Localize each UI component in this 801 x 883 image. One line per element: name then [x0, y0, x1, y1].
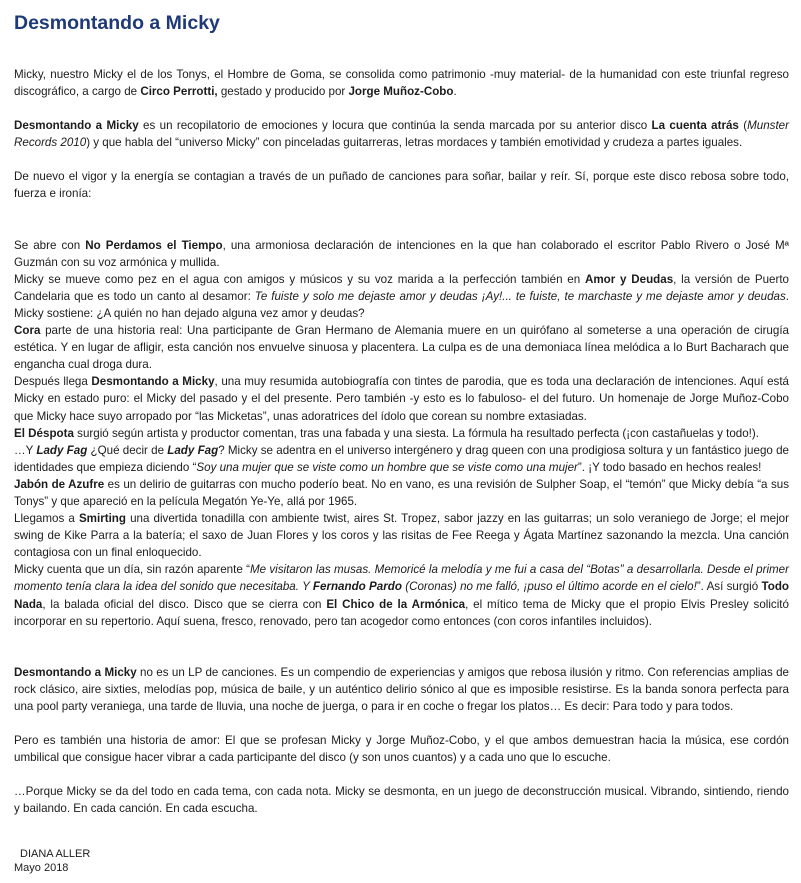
intro-paragraph: Micky, nuestro Micky el de los Tonys, el Hombre de Goma, se consolida como patrimonio -muy material- de la humanidad con este triunfal regreso discográfico, a cargo de Circo Perrotti, gestado y producido por Jorge Muñoz-Cobo. — [14, 68, 789, 99]
song-paragraph: Jabón de Azufre es un delirio de guitarras con mucho poderío beat. No en vano, es una revisión de Sulpher Soap, el “temón” que Micky debía “a sus Tonys” y que apareció en la película Megatón Ye-Ye, allá por 1965. — [14, 477, 789, 508]
song-paragraph: Cora parte de una historia real: Una participante de Gran Hermano de Alemania muere en un quirófano al someterse a una operación de cirugía estética. Y en lugar de afligir, esta canción nos envuelve sinuosa y placentera. La culpa es de una demoniaca línea melódica a lo Burt Bacharach que engancha cual droga dura. — [14, 324, 789, 372]
song-paragraph: Después llega Desmontando a Micky, una muy resumida autobiografía con tintes de parodia, que es toda una declaración de intenciones. Aquí está Micky en estado puro: el Micky del pasado y el del presente. Pero también -y esto es lo fabuloso- el del futuro. Un homenaje de Jorge Muñoz-Cobo que Micky hace suyo arropado por “las Micketas”, unas adoratrices del ídolo que corean su nombre extasiadas. — [14, 375, 789, 423]
song-paragraph: El Déspota surgió según artista y productor comentan, tras una fabada y una siesta. La fórmula ha resultado perfecta (¡con castañuelas y todo!). — [14, 426, 759, 440]
song-paragraph: Se abre con No Perdamos el Tiempo, una armoniosa declaración de intenciones en la que han colaborado el escritor Pablo Rivero o José Mª Guzmán con su voz armónica y mullida. — [14, 238, 789, 269]
song-paragraph: Micky cuenta que un día, sin razón aparente “Me visitaron las musas. Memoricé la melodía y me fui a casa del “Botas” a desarrollarla. Desde el primer momento tenía clara la idea del sonido que necesitaba. Y Fernando Pardo (Coronas) no me falló, ¡puso el último acorde en el cielo!”. Así surgió Todo Nada, la balada oficial del disco. Disco que se cierra con El Chico de la Armónica, el mítico tema de Micky que el propio Elvis Presley solicitó incorporar en su repertorio. Aquí suena, fresco, renovado, pero tan acogedor como entonces (con coros infantiles incluidos). — [14, 563, 789, 628]
document-title: Desmontando a Micky — [14, 12, 220, 34]
song-list — [14, 237, 789, 630]
energy-paragraph: De nuevo el vigor y la energía se contagian a través de un puñado de canciones para soñar, bailar y reír. Sí, porque este disco rebosa sobre todo, fuerza e ironía: — [14, 170, 789, 201]
love-story-paragraph: Pero es también una historia de amor: El que se profesan Micky y Jorge Muñoz-Cobo, y el que ambos demuestran hacia la música, ese cordón umbilical que consigue hacer vibrar a cada participante del disco (y son unos cuantos) y a cada uno que lo escuche. — [14, 734, 789, 765]
author-name: DIANA ALLER — [20, 848, 91, 861]
signature-date: Mayo 2018 — [14, 862, 69, 875]
closing-paragraph: …Porque Micky se da del todo en cada tema, con cada nota. Micky se desmonta, en un juego de deconstrucción musical. Vibrando, sintiendo, riendo y bailando. En cada canción. En cada escucha. — [14, 785, 789, 816]
song-paragraph: …Y Lady Fag ¿Qué decir de Lady Fag? Micky se adentra en el universo intergénero y drag queen con una prodigiosa soltura y un fantástico juego de identidades que empieza diciendo “Soy una mujer que se viste como un hombre que se viste como una mujer”. ¡Y todo basado en hechos reales! — [14, 443, 789, 474]
song-paragraph: Llegamos a Smirting una divertida tonadilla con ambiente twist, aires St. Tropez, sabor jazzy en las guitarras; un solo veraniego de Jorge; el mejor swing de Kike Parra a la batería; el saxo de Juan Flores y los coros y las risitas de Fee Reega y Ágata Martínez sazonando la mezcla. Una canción contagiosa con un final enloquecido. — [14, 512, 789, 560]
song-paragraph: Micky se mueve como pez en el agua con amigos y músicos y su voz marida a la perfección también en Amor y Deudas, la versión de Puerto Candelaria que es todo un canto al desamor: Te fuiste y solo me dejaste amor y deudas ¡Ay!... te fuiste, te marchaste y me dejaste amor y deudas. Micky sostiene: ¿A quién no han dejado alguna vez amor y deudas? — [14, 272, 789, 320]
signature-block — [14, 847, 789, 875]
summary-paragraph: Desmontando a Micky no es un LP de canciones. Es un compendio de experiencias y amigos que rebosa ilusión y ritmo. Con referencias amplias de rock clásico, aire sixties, melodías pop, música de baile, y un auténtico delirio sónico al que es imposible resistirse. Es la banda sonora perfecta para una pool party veraniega, una tarde de lluvia, una noche de juerga, o para ir en coche o fregar los platos… Es decir: Para todo y para todos. — [14, 665, 789, 713]
album-description-paragraph: Desmontando a Micky es un recopilatorio de emociones y locura que continúa la senda marcada por su anterior disco La cuenta atrás (Munster Records 2010) y que habla del “universo Micky” con pinceladas guitarreras, letras mordaces y también emotividad y crudeza a partes iguales. — [14, 119, 789, 150]
